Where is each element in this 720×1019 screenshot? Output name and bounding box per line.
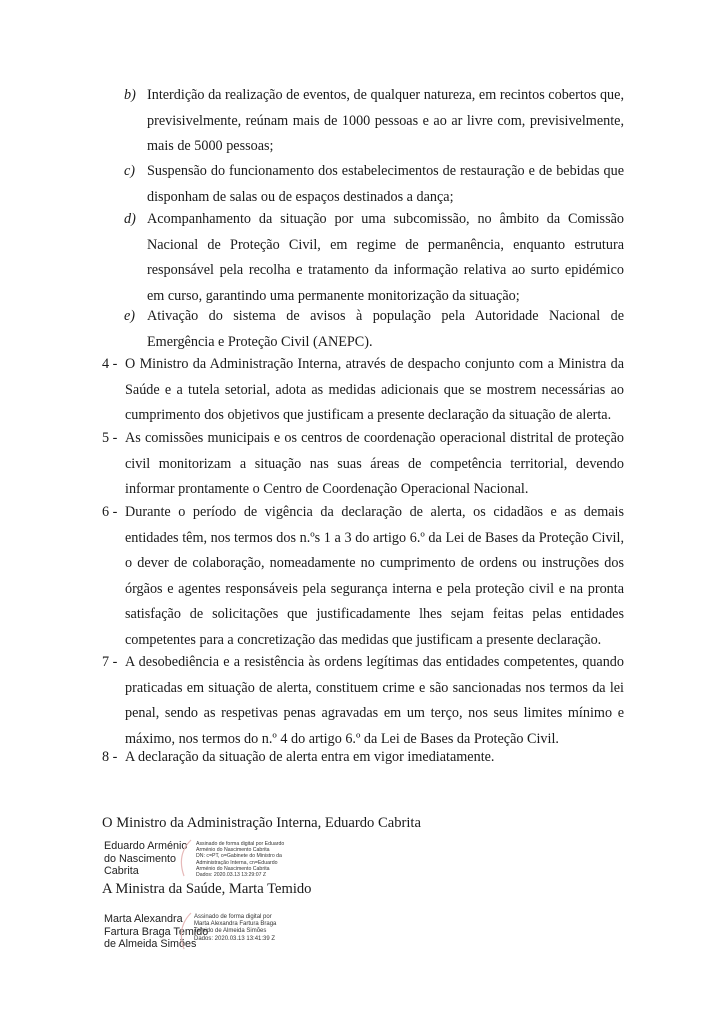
digital-signature-block — [104, 840, 404, 880]
sub-item-text: Ativação do sistema de avisos à população pela Autoridade Nacional de Emergência e Proteção Civil (ANEPC). — [147, 308, 624, 350]
numbered-item-text: O Ministro da Administração Interna, através de despacho conjunto com a Ministra da Saúde e a tutela setorial, adota as medidas adicionais que se mostrem necessárias ao cumprimento dos objetivos que justificam a presente declaração da situação de alerta. — [125, 356, 624, 423]
numbered-item-label: 6 - — [102, 504, 118, 520]
signer-name-line: Eduardo Arménio — [104, 840, 188, 852]
signer-name — [104, 840, 187, 878]
numbered-item-label: 5 - — [102, 430, 118, 446]
numbered-item-text: A desobediência e a resistência às ordens legítimas das entidades competentes, quando praticadas em situação de alerta, constituem crime e são sancionadas nos termos da lei penal, sendo as respetivas penas agravadas em um terço, nos seus limites mínimo e máximo, nos termos do n.º 4 do artigo 6.º da Lei de Bases da Proteção Civil. — [125, 654, 624, 747]
numbered-item-7 — [102, 650, 624, 752]
signer-name-line: de Almeida Simões — [104, 938, 197, 950]
signer-name-line: do Nascimento — [104, 852, 177, 865]
numbered-item-text: A declaração da situação de alerta entra em vigor imediatamente. — [125, 749, 495, 765]
signature-details-line: DN: c=PT, o=Gabinete do Ministro da — [196, 853, 282, 860]
sub-item-label: b) — [124, 87, 136, 103]
signature-title-minister: O Ministro da Administração Interna, Eduardo Cabrita — [102, 815, 421, 831]
signature-details-line: Marta Alexandra Fartura Braga — [194, 921, 277, 928]
signature-details — [194, 914, 276, 943]
signer-name-line: Marta Alexandra — [104, 913, 183, 925]
signature-details-line: Dados: 2020.03.13 13:41:39 Z — [194, 935, 276, 942]
signature-details-line: Arménio do Nascimento Cabrita — [196, 847, 270, 854]
numbered-item-5 — [102, 426, 624, 503]
signature-details-line: Assinado de forma digital por — [194, 914, 272, 920]
sub-item-b — [124, 83, 624, 160]
sub-item-text: Suspensão do funcionamento dos estabelecimentos de restauração e de bebidas que disponham de salas ou de espaços destinados a dança; — [147, 163, 624, 205]
signature-mark-icon — [176, 838, 198, 880]
signature-title-minister: A Ministra da Saúde, Marta Temido — [102, 881, 312, 897]
numbered-item-label: 4 - — [102, 356, 118, 372]
numbered-item-label: 7 - — [102, 654, 118, 670]
numbered-item-4 — [102, 352, 624, 429]
sub-item-text: Interdição da realização de eventos, de qualquer natureza, em recintos cobertos que, previsivelmente, reúnam mais de 1000 pessoas e ao ar livre com, previsivelmente, mais de 5000 pessoas; — [147, 87, 624, 154]
numbered-item-6 — [102, 500, 624, 653]
signature-details-line: Assinado de forma digital por Eduardo — [196, 841, 285, 847]
sub-item-text: Acompanhamento da situação por uma subcomissão, no âmbito da Comissão Nacional de Proteção Civil, em regime de permanência, enquanto estrutura responsável pela recolha e tratamento da informação relativa ao surto epidémico em curso, garantindo uma permanente monitorização da situação; — [147, 211, 624, 304]
numbered-item-8 — [102, 745, 624, 771]
signer-name-line: Fartura Braga Temido — [104, 925, 209, 938]
digital-signature-block — [104, 913, 404, 953]
sub-item-label: d) — [124, 211, 136, 227]
sub-item-label: c) — [124, 163, 136, 179]
signature-details-line: Arménio do Nascimento Cabrita — [196, 865, 270, 872]
numbered-item-label: 8 - — [102, 749, 118, 765]
sub-item-d — [124, 207, 624, 309]
signature-details — [196, 841, 284, 878]
signature-details-line: Dados: 2020.03.13 13:29:07 Z — [196, 872, 267, 879]
sub-item-c — [124, 159, 624, 210]
signature-details-line: Administração Interna, cn=Eduardo — [196, 859, 278, 866]
sub-item-label: e) — [124, 308, 136, 324]
numbered-item-text: As comissões municipais e os centros de coordenação operacional distrital de proteção civil monitorizam a situação nas suas áreas de competência territorial, devendo informar prontamente o Centro de Coordenação Operacional Nacional. — [125, 430, 624, 497]
signer-name-line: Cabrita — [104, 865, 139, 877]
sub-item-e — [124, 304, 624, 355]
signature-details-line: Temido de Almeida Simões — [194, 928, 267, 935]
numbered-item-text: Durante o período de vigência da declaração de alerta, os cidadãos e as demais entidades têm, nos termos dos n.ºs 1 a 3 do artigo 6.º da Lei de Bases da Proteção Civil, o dever de colaboração, nomeadamente no cumprimento de ordens ou instruções dos órgãos e agentes responsáveis pela segurança interna e pela proteção civil e na pronta satisfação de solicitações que justificadamente lhes sejam feitas pelas entidades competentes para a concretização das medidas que justificam a presente declaração. — [125, 504, 624, 648]
